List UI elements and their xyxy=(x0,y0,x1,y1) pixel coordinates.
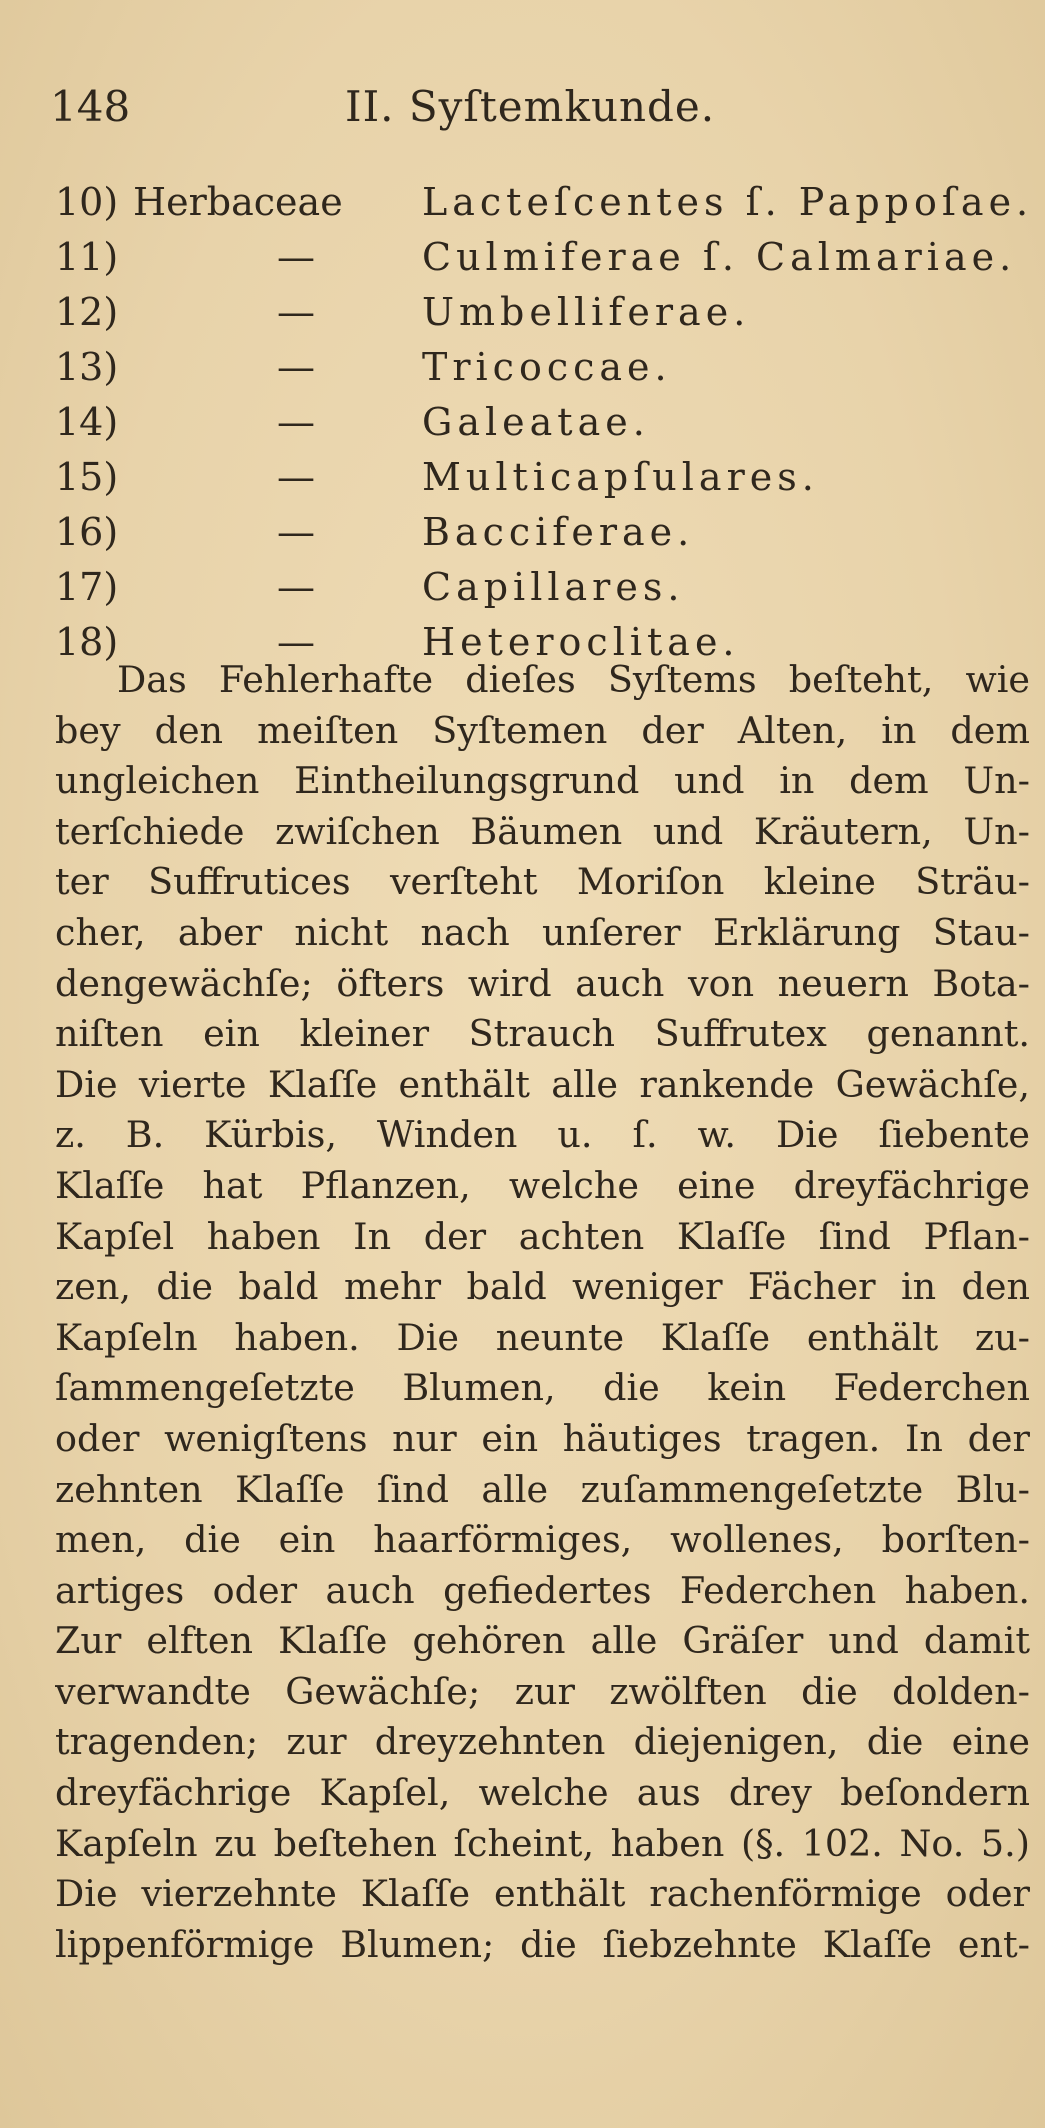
ditto-dash: — xyxy=(277,345,315,389)
text-line: tragenden; zur dreyzehnten diejenigen, die eine xyxy=(55,1720,1030,1764)
text-line: cher, aber nicht nach unſerer Erklärung Stau- xyxy=(55,910,1030,954)
text-line: dengewächſe; öfters wird auch von neuern Bota- xyxy=(55,961,1030,1005)
class-name: Galeatae. xyxy=(422,400,650,444)
class-name: Culmiferae ſ. Calmariae. xyxy=(422,235,1017,279)
text-line: ter Suffrutices verſteht Moriſon kleine Sträu- xyxy=(55,860,1030,904)
class-name: Umbelliferae. xyxy=(422,290,751,334)
class-number: 16) xyxy=(55,510,119,554)
class-number: 14) xyxy=(55,400,119,444)
text-line: Die vierte Klaſſe enthält alle rankende Gewächſe, xyxy=(55,1062,1030,1106)
class-number: 15) xyxy=(55,455,119,499)
text-line: z. B. Kürbis, Winden u. ſ. w. Die ſiebente xyxy=(55,1113,1030,1157)
text-line: bey den meiſten Syſtemen der Alten, in dem xyxy=(55,708,1030,752)
text-line: Die vierzehnte Klaſſe enthält rachenförmige oder xyxy=(55,1872,1030,1916)
text-line: lippenförmige Blumen; die ſiebzehnte Klaſſe ent- xyxy=(55,1922,1030,1966)
class-number: 17) xyxy=(55,565,119,609)
class-name: Capillares. xyxy=(422,565,685,609)
text-line: Kapſeln haben. Die neunte Klaſſe enthält zu- xyxy=(55,1315,1030,1359)
text-line: men, die ein haarförmiges, wollenes, borſten- xyxy=(55,1518,1030,1562)
ditto-dash: — xyxy=(277,455,315,499)
class-number: 10) xyxy=(55,180,119,224)
text-line: ſammengeſetzte Blumen, die kein Federchen xyxy=(55,1366,1030,1410)
ditto-dash: — xyxy=(277,565,315,609)
text-line: ungleichen Eintheilungsgrund und in dem Un- xyxy=(55,759,1030,803)
class-number: 12) xyxy=(55,290,119,334)
text-line: verwandte Gewächſe; zur zwölften die dolden- xyxy=(55,1669,1030,1713)
ditto-dash: — xyxy=(277,290,315,334)
text-line: artiges oder auch gefiedertes Federchen haben. xyxy=(55,1568,1030,1612)
class-number: 18) xyxy=(55,620,119,664)
text-line: Kapſel haben In der achten Klaſſe ſind Pflan- xyxy=(55,1214,1030,1258)
text-line: Zur elften Klaſſe gehören alle Gräſer und damit xyxy=(55,1619,1030,1663)
text-line: terſchiede zwiſchen Bäumen und Kräutern, Un- xyxy=(55,809,1030,853)
class-number: 11) xyxy=(55,235,119,279)
class-name: Multicapſulares. xyxy=(422,455,819,499)
text-line: niſten ein kleiner Strauch Suffrutex genannt. xyxy=(55,1012,1030,1056)
text-line: dreyfächrige Kapſel, welche aus drey beſondern xyxy=(55,1771,1030,1815)
text-line: zen, die bald mehr bald weniger Fächer in den xyxy=(55,1265,1030,1309)
class-name: Lacteſcentes ſ. Pappoſae. xyxy=(422,180,1034,224)
body-paragraph xyxy=(55,655,1030,1970)
class-number: 13) xyxy=(55,345,119,389)
ditto-dash: — xyxy=(277,620,315,664)
class-name: Tricoccae. xyxy=(422,345,672,389)
text-line: Kapſeln zu beſtehen ſcheint, haben (§. 102. No. 5.) xyxy=(55,1821,1030,1865)
ditto-dash: — xyxy=(277,400,315,444)
class-name: Bacciferae. xyxy=(422,510,695,554)
ditto-dash: — xyxy=(277,235,315,279)
running-title: II. Syſtemkunde. xyxy=(345,82,716,131)
page-number: 148 xyxy=(50,82,131,131)
ditto-dash: — xyxy=(277,510,315,554)
class-name: Heteroclitae. xyxy=(422,620,740,664)
text-line: oder wenigſtens nur ein häutiges tragen. In der xyxy=(55,1416,1030,1460)
class-group: Herbaceae xyxy=(133,180,343,224)
text-line: Das Fehlerhafte dieſes Syſtems beſteht, wie xyxy=(117,658,1030,701)
text-line: zehnten Klaſſe ſind alle zuſammengeſetzte Blu- xyxy=(55,1467,1030,1511)
text-line: Klaſſe hat Pflanzen, welche eine dreyfächrige xyxy=(55,1163,1030,1207)
